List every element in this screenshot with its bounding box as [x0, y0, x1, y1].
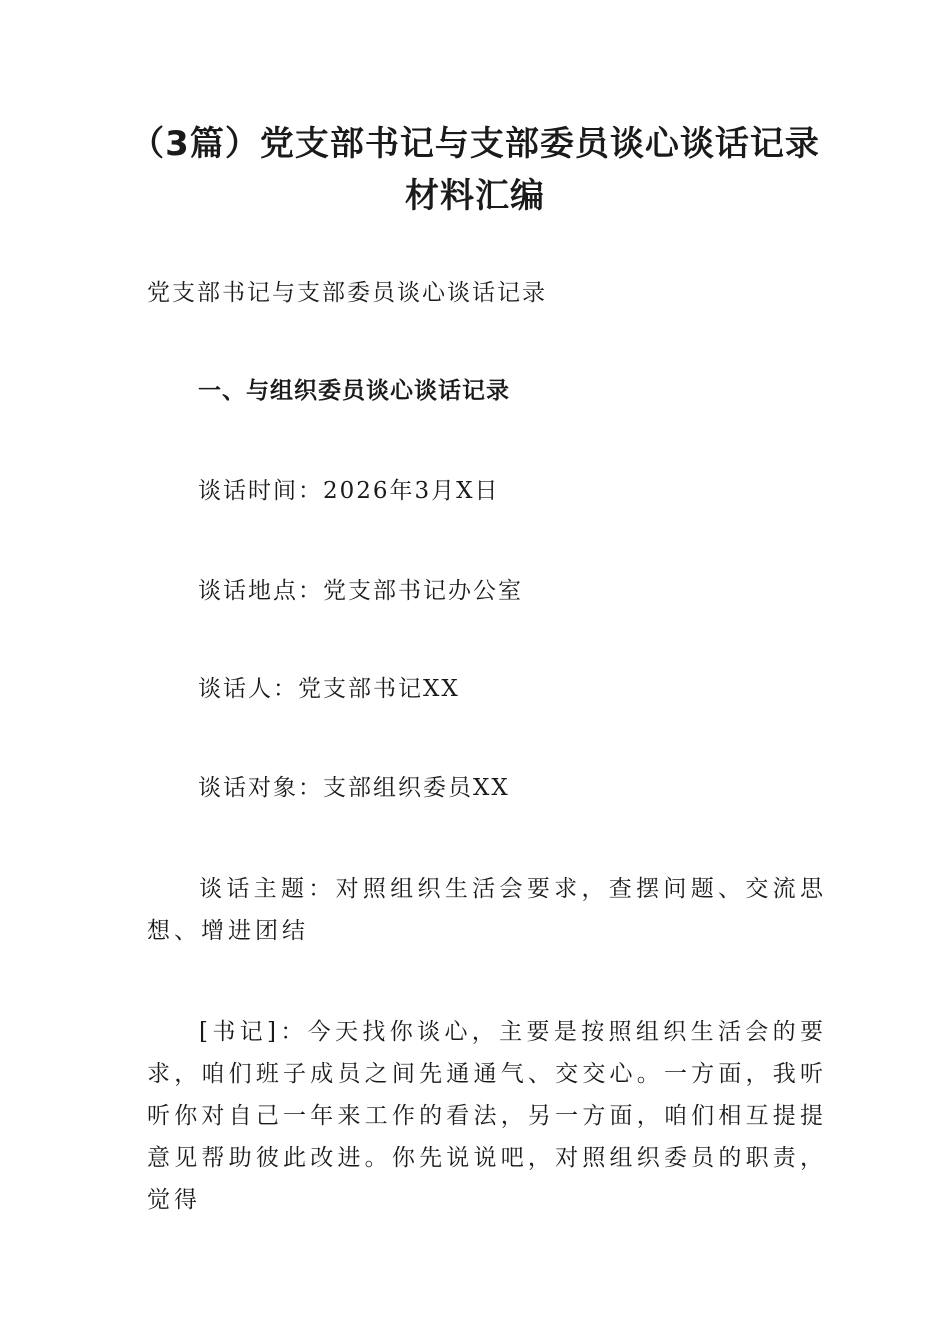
- talk-topic-paragraph: 谈话主题：对照组织生活会要求，查摆问题、交流思想、增进团结: [147, 876, 827, 944]
- talk-speaker-field: 谈话人：党支部书记XX: [198, 676, 460, 702]
- section-heading: 一、与组织委员谈心谈话记录: [198, 378, 510, 404]
- talk-time-field: 谈话时间：2026年3月X日: [198, 478, 500, 504]
- talk-place-field: 谈话地点：党支部书记办公室: [198, 578, 523, 604]
- secretary-paragraph: [书记]：今天找你谈心，主要是按照组织生活会的要求，咱们班子成员之间先通通气、交交心。一方面，我听听你对自己一年来工作的看法，另一方面，咱们相互提提意见帮助彼此改进。你先说说吧，对照组织委员的职责，觉得: [147, 1019, 827, 1213]
- document-title: （3篇）党支部书记与支部委员谈心谈话记录材料汇编: [130, 124, 820, 216]
- talk-target-field: 谈话对象：支部组织委员XX: [198, 775, 510, 801]
- document-subtitle: 党支部书记与支部委员谈心谈话记录: [147, 280, 547, 306]
